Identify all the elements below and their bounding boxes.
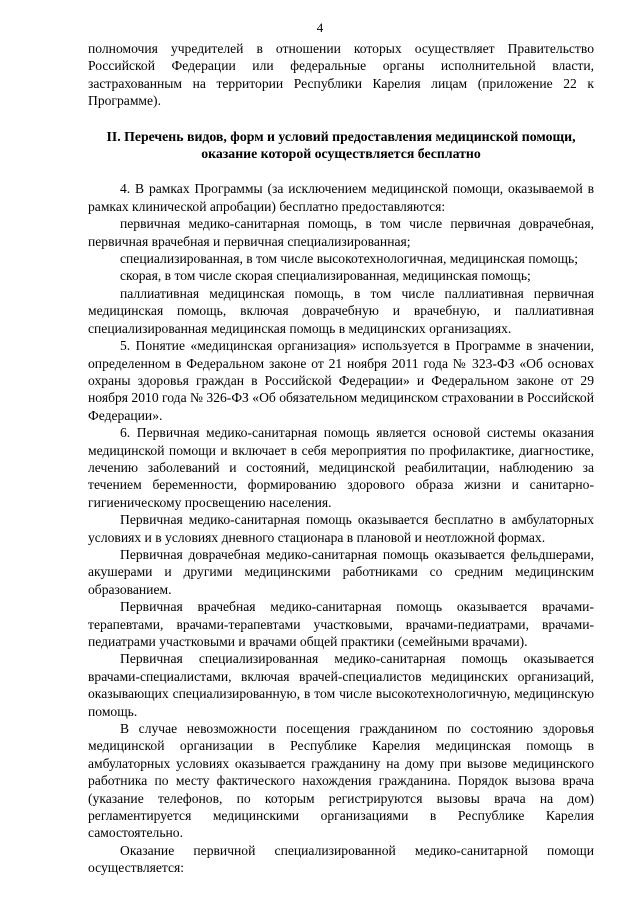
paragraph-4: 4. В рамках Программы (за исключением медицинской помощи, оказываемой в рамках клинической апробации) бесплатно предоставляются: (88, 181, 594, 214)
document-body (88, 40, 594, 877)
section-title: II. Перечень видов, форм и условий предоставления медицинской помощи, оказание которой осуществляется бесплатно (106, 128, 576, 162)
paragraph-prevrach: Первичная доврачебная медико-санитарная помощь оказывается фельдшерами, акушерами и другими медицинскими работниками со средним медицинским образованием. (88, 546, 594, 597)
paragraph-specialized-care: специализированная, в том числе высокотехнологичная, медицинская помощь; (120, 251, 578, 267)
paragraph-palliative-care: паллиативная медицинская помощь, в том числе паллиативная первичная медицинская помощь, включая доврачебную и врачебную, и паллиативная специализированная медицинская помощь в медицинских организациях. (88, 285, 594, 336)
paragraph-vrach: Первичная врачебная медико-санитарная помощь оказывается врачами-терапевтами, врачами-терапевтами участковыми, врачами-педиатрами, врачами-педиатрами участковыми и врачами общей практики (семейными врачами). (88, 599, 594, 649)
paragraph-primary-care: первичная медико-санитарная помощь, в том числе первичная доврачебная, первичная врачебная и первичная специализированная; (88, 216, 594, 249)
paragraph-primary-free: Первичная медико-санитарная помощь оказывается бесплатно в амбулаторных условиях и в условиях дневного стационара в плановой и неотложной формах. (88, 512, 594, 545)
page-number: 4 (316, 20, 324, 35)
paragraph-emergency-care: скорая, в том числе скорая специализированная, медицинская помощь; (120, 268, 531, 284)
paragraph-5: 5. Понятие «медицинская организация» используется в Программе в значении, определенном в Федеральном законе от 21 ноября 2011 года № 323-ФЗ «Об основах охраны здоровья граждан в Российской Федерации» и Федеральном законе от 29 ноября 2010 года № 326-ФЗ «Об обязательном медицинском страховании в Российской Федерации». (88, 338, 594, 423)
paragraph-6: 6. Первичная медико-санитарная помощь является основой системы оказания медицинской помощи и включает в себя мероприятия по профилактике, диагностике, лечению заболеваний и состояний, медицинской реабилитации, наблюдению за течением беременности, формированию здорового образа жизни и санитарно-гигиеническому просвещению населения. (88, 425, 594, 510)
paragraph-home-visit: В случае невозможности посещения гражданином по состоянию здоровья медицинской организации в Республике Карелия медицинская помощь в амбулаторных условиях оказывается гражданину на дому при вызове медицинского работника по месту фактического нахождения гражданина. Порядок вызова врача (указание телефонов, по которым регистрируются вызовы врача на дом) регламентируется медицинскими организациями в Республике Карелия самостоятельно. (88, 721, 594, 841)
paragraph-provision: Оказание первичной специализированной медико-санитарной помощи осуществляется: (88, 842, 594, 876)
intro-paragraph: полномочия учредителей в отношении которых осуществляет Правительство Российской Федерации или федеральные органы исполнительной власти, застрахованным на территории Республики Карелия лицам (приложение 22 к Программе). (88, 41, 594, 109)
paragraph-specialist: Первичная специализированная медико-санитарная помощь оказывается врачами-специалистами, включая врачей-специалистов медицинских организаций, оказывающих специализированную, в том числе высокотехнологичную, медицинскую помощь. (88, 651, 594, 719)
